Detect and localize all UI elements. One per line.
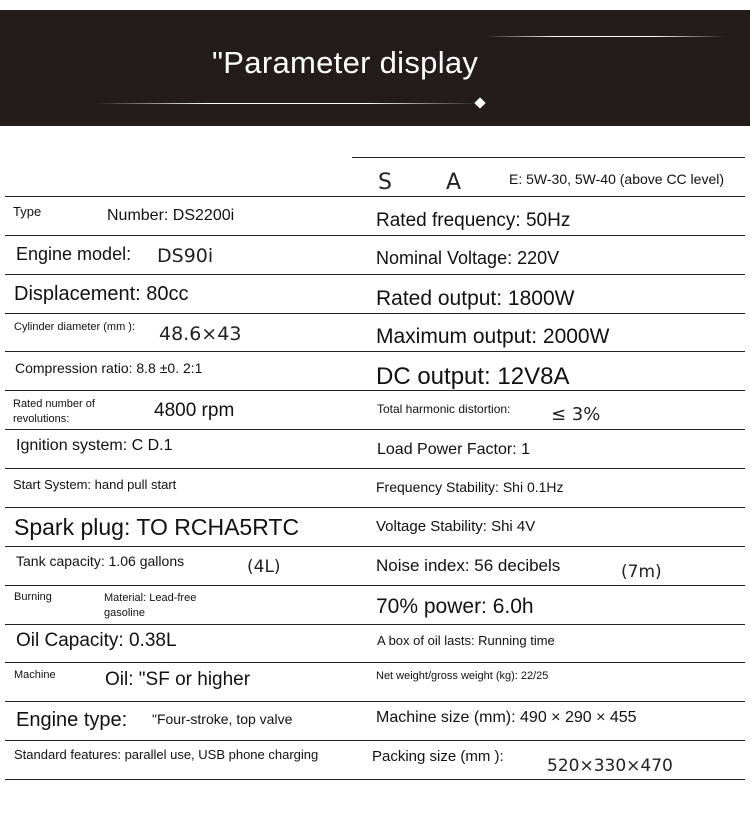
banner-bottom-decoration bbox=[95, 103, 480, 104]
table-rule bbox=[5, 429, 745, 430]
engine-type-label: Engine type: bbox=[16, 709, 128, 731]
engine-type-value: "Four-stroke, top valve bbox=[152, 711, 293, 727]
header-col-s: S bbox=[378, 170, 392, 195]
dc-output: DC output: 12V8A bbox=[376, 363, 570, 390]
frequency-stability: Frequency Stability: Shi 0.1Hz bbox=[376, 479, 564, 495]
table-rule bbox=[5, 585, 745, 586]
voltage-stability: Voltage Stability: Shi 4V bbox=[376, 518, 536, 535]
cylinder-value: 48.6×43 bbox=[159, 323, 242, 345]
table-rule bbox=[5, 624, 745, 625]
revolutions-label: Rated number of revolutions: bbox=[13, 398, 95, 425]
diamond-icon bbox=[474, 97, 485, 108]
table-rule bbox=[5, 196, 745, 197]
displacement: Displacement: 80cc bbox=[14, 283, 189, 305]
rated-frequency: Rated frequency: 50Hz bbox=[376, 210, 571, 231]
thd-value: ≤ 3% bbox=[551, 404, 601, 425]
table-rule bbox=[5, 740, 745, 741]
table-rule bbox=[5, 546, 745, 547]
noise-index: Noise index: 56 decibels bbox=[376, 556, 561, 575]
oil-box-runtime: A box of oil lasts: Running time bbox=[377, 633, 555, 648]
compression-ratio: Compression ratio: 8.8 ±0. 2:1 bbox=[15, 360, 203, 376]
start-system: Start System: hand pull start bbox=[13, 477, 177, 492]
table-rule bbox=[5, 313, 745, 314]
tank-capacity-value: (4L) bbox=[247, 557, 281, 577]
maximum-output: Maximum output: 2000W bbox=[376, 325, 610, 348]
table-rule bbox=[5, 779, 745, 780]
machine-oil-value: Oil: "SF or higher bbox=[105, 669, 251, 690]
table-rule bbox=[5, 662, 745, 663]
burning-value: Material: Lead-free gasoline bbox=[104, 592, 197, 619]
header-col-a: A bbox=[446, 170, 462, 195]
header-oil-note: E: 5W-30, 5W-40 (above CC level) bbox=[509, 171, 725, 187]
table-rule bbox=[5, 468, 745, 469]
load-power-factor: Load Power Factor: 1 bbox=[377, 441, 530, 458]
packing-size-value: 520×330×470 bbox=[547, 756, 673, 776]
table-rule bbox=[5, 274, 745, 275]
engine-model-label: Engine model: bbox=[16, 244, 132, 264]
weight: Net weight/gross weight (kg): 22/25 bbox=[376, 670, 549, 682]
nominal-voltage: Nominal Voltage: 220V bbox=[376, 248, 560, 268]
spark-plug: Spark plug: TO RCHA5RTC bbox=[14, 514, 300, 540]
table-rule bbox=[5, 351, 745, 352]
oil-capacity: Oil Capacity: 0.38L bbox=[16, 630, 177, 651]
table-rule bbox=[352, 157, 745, 158]
noise-distance: (7m) bbox=[621, 562, 662, 582]
tank-capacity-label: Tank capacity: 1.06 gallons bbox=[16, 553, 185, 569]
ignition-system: Ignition system: C D.1 bbox=[16, 437, 173, 454]
thd-label: Total harmonic distortion: bbox=[377, 402, 511, 416]
banner-top-decoration bbox=[485, 36, 725, 37]
type-label: Type bbox=[13, 204, 42, 219]
table-rule bbox=[5, 390, 745, 391]
machine-size: Machine size (mm): 490 × 290 × 455 bbox=[376, 709, 637, 726]
machine-label: Machine bbox=[14, 669, 56, 681]
table-rule bbox=[5, 507, 745, 508]
packing-size-label: Packing size (mm ): bbox=[372, 748, 504, 765]
burning-label: Burning bbox=[14, 591, 52, 603]
type-value: Number: DS2200i bbox=[107, 207, 235, 224]
page-title: "Parameter display bbox=[212, 45, 479, 80]
engine-model-value: DS90i bbox=[157, 245, 214, 267]
power-70: 70% power: 6.0h bbox=[376, 595, 534, 618]
table-rule bbox=[5, 701, 745, 702]
rated-output: Rated output: 1800W bbox=[376, 287, 575, 310]
standard-features: Standard features: parallel use, USB phone charging bbox=[14, 747, 319, 762]
revolutions-value: 4800 rpm bbox=[154, 400, 235, 421]
cylinder-label: Cylinder diameter (mm ): bbox=[14, 321, 136, 333]
table-rule bbox=[5, 235, 745, 236]
header-banner bbox=[0, 10, 750, 126]
